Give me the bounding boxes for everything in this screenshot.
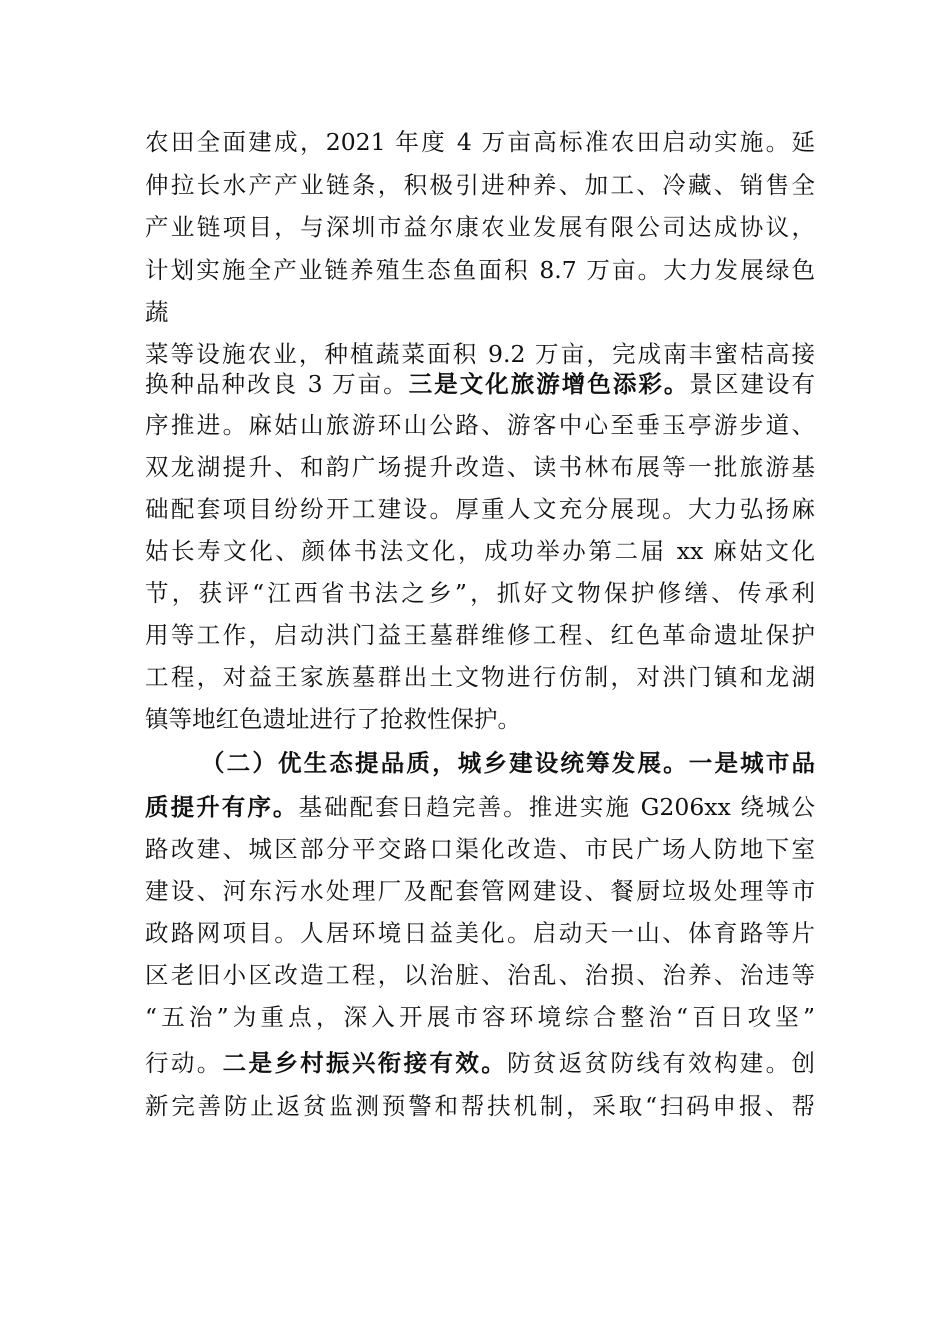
text-line [145,662,815,692]
text-line [145,339,815,369]
text-line [145,410,815,440]
text-run: 双龙湖提升、和韵广场提升改造、读书林布展等一批旅游基 [145,453,815,481]
section-heading: （二）优生态提品质，城乡建设统筹发展。一是城市品 [201,749,815,777]
text-line [145,494,815,524]
text-run: 节，获评“江西省书法之乡”，抓好文物保护修缮、传承利 [145,579,815,607]
text-line [145,918,815,948]
text-run: 蔬 [145,298,169,326]
text-run: “五治”为重点，深入开展市容环境综合整治“百日攻坚” [145,1003,815,1031]
section-heading-line [145,748,815,778]
text-run: 区老旧小区改造工程，以治脏、治乱、治损、治养、治违等 [145,961,815,989]
bold-heading-run: 质提升有序。 [145,793,299,821]
text-line [145,578,815,608]
text-line [145,297,815,327]
text-line [145,1091,815,1121]
text-run: 姑长寿文化、颜体书法文化，成功举办第二届 xx 麻姑文化 [145,537,815,565]
text-run: 基础配套日趋完善。推进实施 G206xx 绕城公 [298,793,815,821]
text-run: 工程，对益王家族墓群出土文物进行仿制，对洪门镇和龙湖 [145,663,815,691]
text-run: 产业链项目，与深圳市益尔康农业发展有限公司达成协议， [145,213,815,241]
text-line [145,792,815,822]
bold-heading-run: 三是文化旅游增色添彩。 [408,370,690,398]
text-run: 新完善防止返贫监测预警和帮扶机制，采取“扫码申报、帮 [145,1092,815,1120]
text-run: 建设、河东污水处理厂及配套管网建设、餐厨垃圾处理等市 [145,877,815,905]
text-run: 防贫返贫防线有效构建。创 [507,1049,815,1077]
text-line [145,255,815,285]
text-run: 计划实施全产业链养殖生态鱼面积 8.7 万亩。大力发展绿色 [145,256,815,284]
text-run: 镇等地红色遗址进行了抢救性保护。 [145,705,521,733]
text-run: 序推进。麻姑山旅游环山公路、游客中心至垂玉亭游步道、 [145,411,815,439]
text-line [145,1048,815,1078]
text-line [145,127,815,157]
text-run: 换种品种改良 3 万亩。 [145,370,409,398]
text-run: 用等工作，启动洪门益王墓群维修工程、红色革命遗址保护 [145,621,815,649]
bold-heading-run: 二是乡村振兴衔接有效。 [222,1049,508,1077]
text-line [145,452,815,482]
text-line [145,212,815,242]
text-line [145,1002,815,1032]
text-line [145,704,815,734]
text-run: 政路网项目。人居环境日益美化。启动天一山、体育路等片 [145,919,815,947]
text-line [145,876,815,906]
text-run: 础配套项目纷纷开工建设。厚重人文充分展现。大力弘扬麻 [145,495,815,523]
text-line [145,960,815,990]
text-line [145,170,815,200]
text-run: 景区建设有 [689,370,815,398]
text-run: 农田全面建成，2021 年度 4 万亩高标准农田启动实施。延 [145,128,815,156]
text-run: 菜等设施农业，种植蔬菜面积 9.2 万亩，完成南丰蜜桔高接 [145,340,815,368]
text-run: 路改建、城区部分平交路口渠化改造、市民广场人防地下室 [145,835,815,863]
text-run: 行动。 [145,1049,223,1077]
text-line [145,620,815,650]
text-line [145,834,815,864]
text-run: 伸拉长水产产业链条，积极引进种养、加工、冷藏、销售全 [145,171,815,199]
text-line [145,536,815,566]
text-line [145,369,815,399]
